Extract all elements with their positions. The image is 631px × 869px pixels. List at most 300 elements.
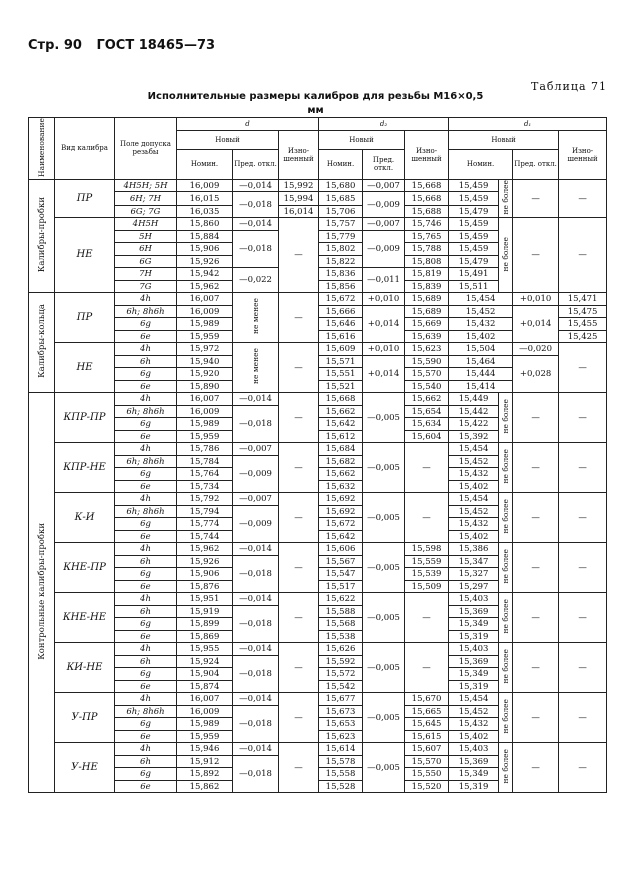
d1-worn: — (559, 593, 607, 643)
calibre-kind: К-И (55, 493, 115, 543)
d2-worn: 15,662 (405, 393, 449, 406)
d-nominal: 15,774 (177, 518, 233, 531)
d-nominal: 15,906 (177, 568, 233, 581)
d1-nominal: 15,504 (449, 343, 513, 356)
d1-nominal: 15,479 (449, 205, 499, 218)
tolerance-field: 6e (115, 480, 177, 493)
tolerance-field: 4H5H (115, 218, 177, 231)
d2-nominal: 15,632 (319, 480, 363, 493)
d-deviation: —0,009 (233, 505, 279, 543)
d-worn: 15,992 (279, 179, 319, 192)
d1-deviation: — (513, 593, 559, 643)
d-nominal: 15,959 (177, 430, 233, 443)
tolerance-field: 6g (115, 668, 177, 681)
d2-worn: 15,623 (405, 343, 449, 356)
d2-nominal: 15,612 (319, 430, 363, 443)
d-nominal: 15,924 (177, 655, 233, 668)
d-worn: — (279, 293, 319, 343)
d1-worn: — (559, 393, 607, 443)
d1-nominal: 15,422 (449, 418, 499, 431)
d1-nominal: 15,402 (449, 480, 499, 493)
d1-nominal: 15,386 (449, 543, 499, 556)
d2-worn: — (405, 593, 449, 643)
d2-nominal: 15,662 (319, 468, 363, 481)
d1-dev: Пред. откл. (513, 149, 559, 179)
table-row (29, 393, 607, 406)
d1-nominal: 15,452 (449, 305, 513, 318)
d1-worn: 15,475 (559, 305, 607, 318)
d-deviation: —0,014 (233, 643, 279, 656)
tolerance-field: 6e (115, 780, 177, 793)
d2-worn: 15,689 (405, 293, 449, 306)
d-nominal: 16,007 (177, 693, 233, 706)
d1-deviation: — (513, 693, 559, 743)
d-deviation: —0,007 (233, 493, 279, 506)
tolerance-field: 6e (115, 630, 177, 643)
tolerance-field: 6e (115, 330, 177, 343)
d-nominal: 15,919 (177, 605, 233, 618)
d1-deviation: +0,028 (513, 355, 559, 393)
d2-deviation: —0,005 (363, 493, 405, 543)
d2-deviation: —0,005 (363, 593, 405, 643)
tolerance-field: 6g (115, 768, 177, 781)
d2-deviation: —0,011 (363, 268, 405, 293)
d1-nominal: 15,454 (449, 493, 499, 506)
d2-worn: 15,520 (405, 780, 449, 793)
tolerance-field: 6g (115, 418, 177, 431)
d2-worn: 15,765 (405, 230, 449, 243)
tolerance-field: 6h; 8h6h (115, 505, 177, 518)
calibre-kind: ПР (55, 179, 115, 218)
d1-worn: 15,471 (559, 293, 607, 306)
d-limit-note: не менее (233, 343, 279, 393)
tolerance-field: 4h (115, 543, 177, 556)
d2-nominal: 15,521 (319, 380, 363, 393)
d2-worn: 15,550 (405, 768, 449, 781)
d1-nominal: 15,432 (449, 318, 513, 331)
tolerance-field: 6h; 8h6h (115, 705, 177, 718)
d1-worn: Изно-шенный (559, 130, 607, 179)
d2-worn: 15,670 (405, 693, 449, 706)
d2-worn: 15,590 (405, 355, 449, 368)
col-tol: Поле допуска резьбы (115, 118, 177, 180)
tolerance-field: 6h; 8h6h (115, 455, 177, 468)
tolerance-field: 5H (115, 230, 177, 243)
d-nominal: 15,860 (177, 218, 233, 231)
d1-nominal: 15,349 (449, 668, 499, 681)
d-nominal: 15,920 (177, 368, 233, 381)
d-nominal: 15,862 (177, 780, 233, 793)
d-worn: 15,994 (279, 192, 319, 206)
d1-worn: — (559, 493, 607, 543)
d-nominal: 15,942 (177, 268, 233, 281)
d-worn: — (279, 443, 319, 493)
d-nominal: 15,972 (177, 343, 233, 356)
table-row (29, 293, 607, 306)
table-row (29, 179, 607, 192)
d2-worn: 15,539 (405, 568, 449, 581)
tolerance-field: 6G (115, 255, 177, 268)
tolerance-field: 6g (115, 318, 177, 331)
d2-nominal: 15,542 (319, 680, 363, 693)
title-units: мм (307, 105, 324, 116)
d1-worn: 15,425 (559, 330, 607, 343)
d2-worn: 15,598 (405, 543, 449, 556)
d-nominal: 16,009 (177, 705, 233, 718)
d2-worn: 15,645 (405, 718, 449, 731)
d1-new: Новый (449, 130, 559, 149)
tolerance-field: 4h (115, 443, 177, 456)
calibre-kind: НЕ (55, 218, 115, 293)
d-nominal: 16,009 (177, 305, 233, 318)
d2-worn: 15,570 (405, 368, 449, 381)
d1-deviation: — (513, 493, 559, 543)
d1-nominal: 15,297 (449, 580, 499, 593)
tolerance-field: 4H5H; 5H (115, 179, 177, 192)
d2-nominal: 15,592 (319, 655, 363, 668)
d-limit-note: не менее (233, 293, 279, 343)
d2-deviation: —0,007 (363, 179, 405, 192)
d2-worn: 15,669 (405, 318, 449, 331)
d1-limit-note: не более (499, 493, 513, 543)
d-deviation: —0,014 (233, 693, 279, 706)
d1-limit-note: не более (499, 643, 513, 693)
d-nominal: 15,912 (177, 755, 233, 768)
d1-nominal: 15,327 (449, 568, 499, 581)
tolerance-field: 6g (115, 518, 177, 531)
d2-worn: 15,668 (405, 192, 449, 206)
d2-nominal: 15,685 (319, 192, 363, 206)
d2-deviation: —0,009 (363, 230, 405, 268)
tolerance-field: 6h; 8h6h (115, 305, 177, 318)
tolerance-field: 4h (115, 593, 177, 606)
d-worn: — (279, 218, 319, 293)
d-nominal: 15,962 (177, 280, 233, 293)
table-row (29, 355, 607, 368)
d-nominal: 15,959 (177, 330, 233, 343)
d1-nominal: 15,402 (449, 730, 499, 743)
d-nominal: 15,989 (177, 418, 233, 431)
col-d1: d₁ (449, 118, 607, 131)
d2-worn: 15,665 (405, 705, 449, 718)
d2-deviation: +0,014 (363, 305, 405, 343)
d2-nominal: 15,668 (319, 393, 363, 406)
d-deviation: —0,018 (233, 705, 279, 743)
d2-deviation: —0,005 (363, 543, 405, 593)
d1-deviation: +0,010 (513, 293, 559, 306)
page-header (28, 38, 225, 53)
d1-nominal: 15,369 (449, 755, 499, 768)
d2-nominal: 15,757 (319, 218, 363, 231)
d-nominal: 15,959 (177, 730, 233, 743)
d2-worn: 15,570 (405, 755, 449, 768)
d1-deviation: +0,014 (513, 305, 559, 343)
d-nominal: 15,904 (177, 668, 233, 681)
d2-worn: 15,654 (405, 405, 449, 418)
d1-nominal: 15,459 (449, 230, 499, 243)
d1-limit-note: не более (499, 179, 513, 218)
d-nominal: 15,794 (177, 505, 233, 518)
table-row (29, 643, 607, 656)
d-worn: — (279, 493, 319, 543)
calibre-kind: У-ПР (55, 693, 115, 743)
d-deviation: —0,022 (233, 268, 279, 293)
d2-nominal: 15,578 (319, 755, 363, 768)
d1-nominal: 15,459 (449, 179, 499, 192)
d2-nominal: 15,684 (319, 443, 363, 456)
tolerance-field: 4h (115, 343, 177, 356)
d1-nominal: 15,459 (449, 192, 499, 206)
d1-worn: — (559, 743, 607, 793)
d-nominal: 15,869 (177, 630, 233, 643)
d2-nominal: 15,677 (319, 693, 363, 706)
d1-nominal: 15,403 (449, 643, 499, 656)
d1-worn: — (559, 443, 607, 493)
d-nominal: 15,989 (177, 718, 233, 731)
d-deviation: —0,014 (233, 179, 279, 192)
d2-nominal: 15,646 (319, 318, 363, 331)
d2-deviation: —0,005 (363, 693, 405, 743)
d2-worn: 15,639 (405, 330, 449, 343)
tolerance-field: 7G (115, 280, 177, 293)
d-deviation: —0,018 (233, 230, 279, 268)
d-new: Новый (177, 130, 279, 149)
d1-nominal: 15,452 (449, 705, 499, 718)
calibre-kind: КПР-ПР (55, 393, 115, 443)
d1-deviation: — (513, 179, 559, 218)
d-nominal: 16,009 (177, 179, 233, 192)
d2-nominal: 15,571 (319, 355, 363, 368)
table-row (29, 343, 607, 356)
d2-nominal: 15,538 (319, 630, 363, 643)
d2-deviation: +0,010 (363, 293, 405, 306)
d-nominal: 15,940 (177, 355, 233, 368)
d2-nominal: 15,856 (319, 280, 363, 293)
d1-nominal: 15,319 (449, 780, 499, 793)
tolerance-field: 4h (115, 693, 177, 706)
d2-deviation: —0,005 (363, 393, 405, 443)
d2-nominal: 15,802 (319, 243, 363, 256)
tolerance-field: 6e (115, 430, 177, 443)
d2-worn: — (405, 493, 449, 543)
d2-nominal: 15,568 (319, 618, 363, 631)
d1-limit-note: не более (499, 443, 513, 493)
d2-worn: 15,788 (405, 243, 449, 256)
d2-deviation: +0,014 (363, 355, 405, 393)
tolerance-field: 6e (115, 380, 177, 393)
tolerance-field: 6h; 8h6h (115, 405, 177, 418)
d-deviation: —0,018 (233, 405, 279, 443)
tolerance-field: 4h (115, 493, 177, 506)
d2-worn: 15,509 (405, 580, 449, 593)
d-worn: 16,014 (279, 205, 319, 218)
d-deviation: —0,014 (233, 743, 279, 756)
d2-nominal: 15,642 (319, 418, 363, 431)
d-nominal: 15,784 (177, 455, 233, 468)
d1-nominal: 15,459 (449, 243, 499, 256)
d1-nominal: 15,369 (449, 655, 499, 668)
d-nominal: 15,884 (177, 230, 233, 243)
tolerance-field: 4h (115, 393, 177, 406)
d1-nominal: 15,454 (449, 443, 499, 456)
tolerance-field: 6H (115, 243, 177, 256)
d-worn: — (279, 643, 319, 693)
d-deviation: —0,014 (233, 393, 279, 406)
d1-nominal: 15,449 (449, 393, 499, 406)
d-deviation: —0,009 (233, 455, 279, 493)
d-nominal: 15,951 (177, 593, 233, 606)
tolerance-field: 6e (115, 530, 177, 543)
d2-nominal: 15,572 (319, 668, 363, 681)
table-row (29, 693, 607, 706)
d1-nominal: 15,319 (449, 630, 499, 643)
d2-worn: 15,839 (405, 280, 449, 293)
d1-deviation: — (513, 393, 559, 443)
table-row (29, 743, 607, 756)
col-d2: d₂ (319, 118, 449, 131)
d1-worn: — (559, 218, 607, 293)
title-text: Исполнительные размеры калибров для резьбы М16×0,5 (147, 91, 484, 102)
d2-nominal: 15,672 (319, 518, 363, 531)
calibre-kind: КПР-НЕ (55, 443, 115, 493)
d1-nominal: 15,454 (449, 693, 499, 706)
tolerance-field: 6e (115, 580, 177, 593)
d2-deviation: +0,010 (363, 343, 405, 356)
table-number: Таблица 71 (531, 80, 607, 93)
tolerance-field: 4h (115, 643, 177, 656)
calibre-kind: КИ-НЕ (55, 643, 115, 693)
d2-deviation: —0,005 (363, 643, 405, 693)
tolerance-field: 6h (115, 555, 177, 568)
d2-nominal: 15,606 (319, 543, 363, 556)
d2-worn: 15,607 (405, 743, 449, 756)
d2-worn: 15,689 (405, 305, 449, 318)
d2-nominal: 15,614 (319, 743, 363, 756)
d1-nominal: 15,392 (449, 430, 499, 443)
d-nominal: 15,764 (177, 468, 233, 481)
d1-nominal: 15,452 (449, 505, 499, 518)
d-nominal: 15,734 (177, 480, 233, 493)
d-nominal: 15,892 (177, 768, 233, 781)
d2-nominal: 15,653 (319, 718, 363, 731)
tolerance-field: 6h (115, 655, 177, 668)
d2-worn: 15,634 (405, 418, 449, 431)
d1-limit-note: не более (499, 743, 513, 793)
d-worn: Изно-шенный (279, 130, 319, 179)
table-title (0, 90, 631, 118)
d1-nominal: 15,442 (449, 405, 499, 418)
d2-worn: 15,808 (405, 255, 449, 268)
d2-nominal: 15,558 (319, 768, 363, 781)
table-row (29, 305, 607, 318)
table-row (29, 218, 607, 231)
d2-worn: 15,540 (405, 380, 449, 393)
d1-deviation: — (513, 218, 559, 293)
d-worn: — (279, 593, 319, 643)
group-label: Контрольные калибры-пробки (29, 393, 55, 793)
d1-limit-note: не более (499, 543, 513, 593)
d1-nominal: 15,349 (449, 768, 499, 781)
d-deviation: —0,007 (233, 443, 279, 456)
d1-nominal: 15,402 (449, 530, 499, 543)
d-worn: — (279, 393, 319, 443)
d-nominal: 16,009 (177, 405, 233, 418)
table-body (29, 179, 607, 793)
d2-new: Новый (319, 130, 405, 149)
d-nominal: 16,035 (177, 205, 233, 218)
d2-nominal: 15,517 (319, 580, 363, 593)
d-nominal: 15,926 (177, 255, 233, 268)
d-worn: — (279, 693, 319, 743)
d2-nominal: 15,672 (319, 293, 363, 306)
d2-nominal: 15,673 (319, 705, 363, 718)
d1-worn: — (559, 543, 607, 593)
calibre-kind: КНЕ-ПР (55, 543, 115, 593)
d-nominal: 15,962 (177, 543, 233, 556)
d1-nominal: 15,402 (449, 330, 513, 343)
d2-nominal: 15,706 (319, 205, 363, 218)
d-nominal: 16,007 (177, 293, 233, 306)
tolerance-field: 6H; 7H (115, 192, 177, 206)
calibre-kind: КНЕ-НЕ (55, 593, 115, 643)
d2-deviation: —0,005 (363, 743, 405, 793)
table-header (29, 118, 607, 180)
d1-nominal: 15,452 (449, 455, 499, 468)
d2-dev: Пред. откл. (363, 149, 405, 179)
d-nominal: 15,786 (177, 443, 233, 456)
d-dev: Пред. откл. (233, 149, 279, 179)
d1-limit-note: не более (499, 218, 513, 293)
tolerance-field: 4h (115, 293, 177, 306)
group-label: Калибры-пробки (29, 179, 55, 293)
tolerance-field: 6G; 7G (115, 205, 177, 218)
d2-nom: Номин. (319, 149, 363, 179)
d-nominal: 15,890 (177, 380, 233, 393)
d-worn: — (279, 543, 319, 593)
d1-nominal: 15,403 (449, 743, 499, 756)
d2-nominal: 15,567 (319, 555, 363, 568)
d2-nominal: 15,682 (319, 455, 363, 468)
d-nominal: 15,989 (177, 318, 233, 331)
d2-nominal: 15,528 (319, 780, 363, 793)
d1-nominal: 15,349 (449, 618, 499, 631)
d2-nominal: 15,622 (319, 593, 363, 606)
d1-worn: — (559, 693, 607, 743)
d1-nominal: 15,464 (449, 355, 513, 368)
d1-limit-note: не более (499, 693, 513, 743)
d2-nominal: 15,588 (319, 605, 363, 618)
tolerance-field: 6h (115, 755, 177, 768)
tolerance-field: 6g (115, 368, 177, 381)
d1-nominal: 15,432 (449, 718, 499, 731)
page-number: Стр. 90 (28, 38, 82, 53)
d2-deviation: —0,007 (363, 218, 405, 231)
tolerance-field: 6g (115, 568, 177, 581)
d-nom: Номин. (177, 149, 233, 179)
d2-worn: Изно-шенный (405, 130, 449, 179)
d1-deviation: — (513, 743, 559, 793)
d2-nominal: 15,836 (319, 268, 363, 281)
d-deviation: —0,014 (233, 218, 279, 231)
d-nominal: 15,876 (177, 580, 233, 593)
d2-nominal: 15,692 (319, 493, 363, 506)
table-row (29, 443, 607, 456)
d1-worn: — (559, 643, 607, 693)
d1-nominal: 15,454 (449, 293, 513, 306)
d1-worn: — (559, 179, 607, 218)
d-nominal: 16,015 (177, 192, 233, 206)
table-row (29, 543, 607, 556)
